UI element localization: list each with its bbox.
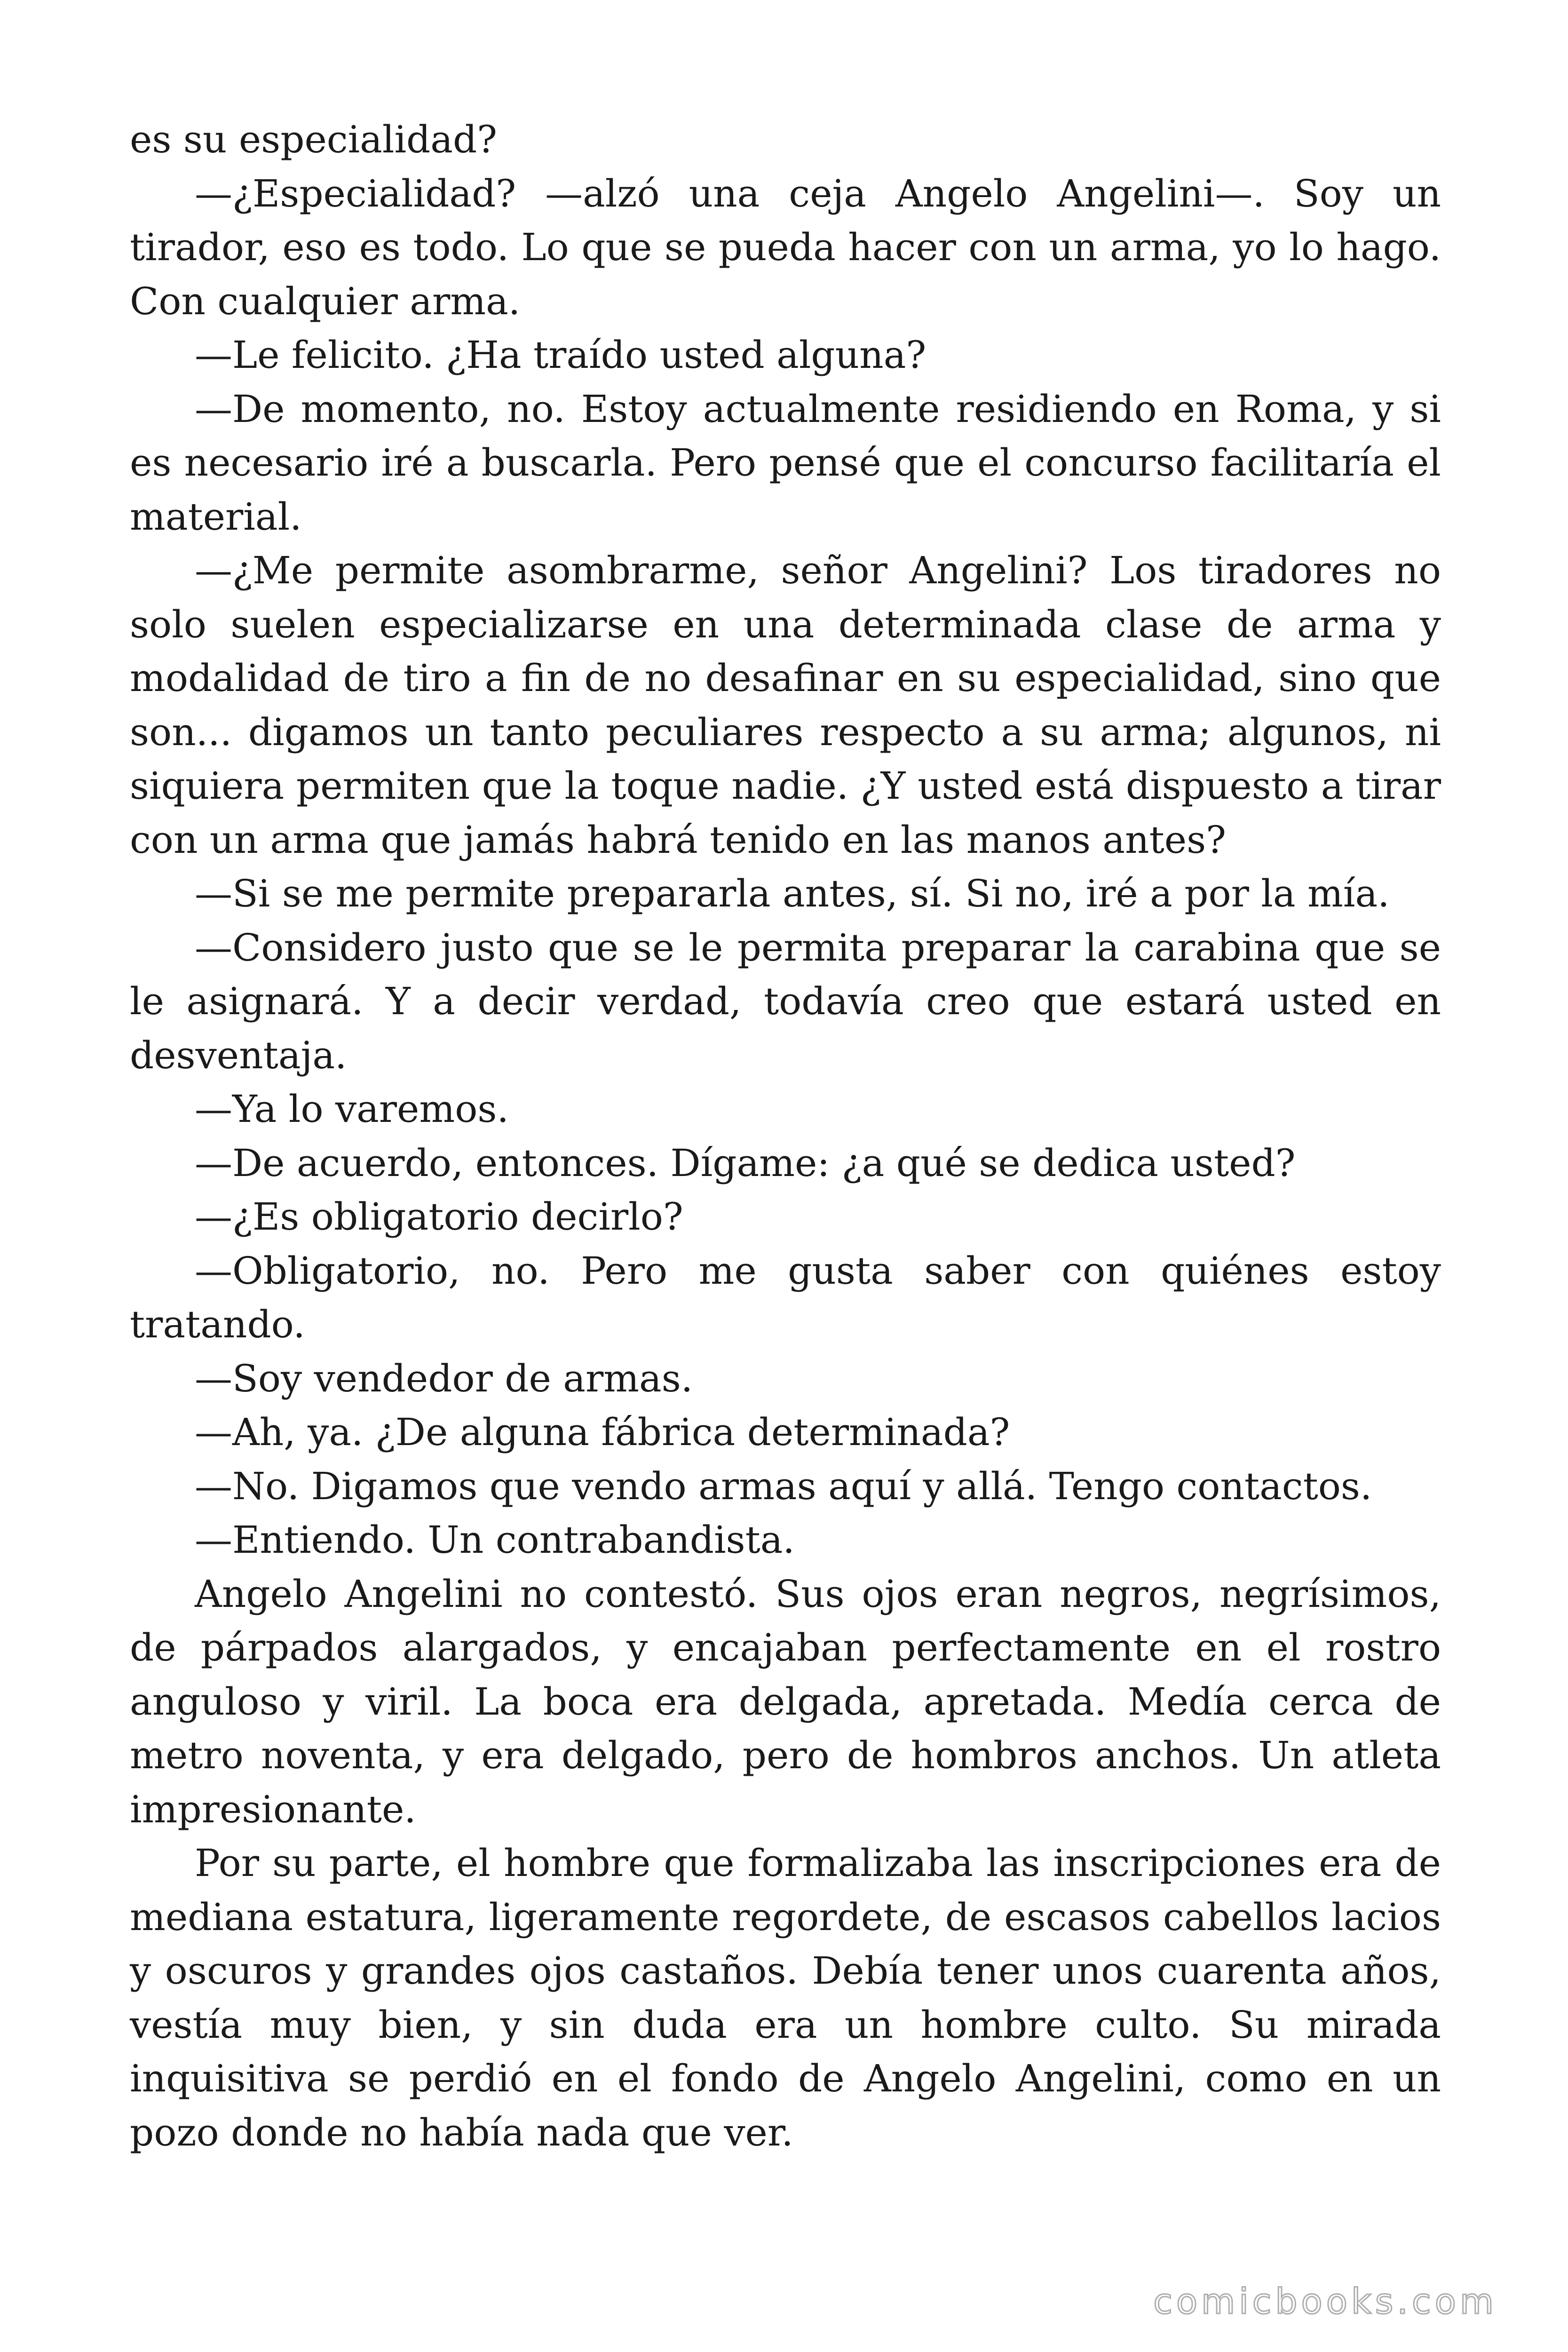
paragraph: —Obligatorio, no. Pero me gusta saber con quiénes estoy tratando.	[130, 1248, 1441, 1346]
paragraph: Angelo Angelini no contestó. Sus ojos eran negros, negrísimos, de párpados alargados, y encajaban perfectamente en el rostro anguloso y viril. La boca era delgada, apretada. Medía cerca de metro noventa, y era delgado, pero de hombros anchos. Un atleta impresionante.	[130, 1572, 1441, 1831]
paragraph: —Le felicito. ¿Ha traído usted alguna?	[195, 333, 927, 377]
watermark-text: comicbooks.com	[1153, 2281, 1497, 2322]
paragraph: es su especialidad?	[130, 118, 498, 161]
paragraph: —No. Digamos que vendo armas aquí y allá. Tengo contactos.	[195, 1464, 1372, 1508]
paragraph: —¿Es obligatorio decirlo?	[195, 1195, 683, 1239]
paragraph: —Soy vendedor de armas.	[195, 1356, 693, 1400]
paragraph: —Si se me permite prepararla antes, sí. Si no, iré a por la mía.	[195, 872, 1390, 915]
paragraph: —Ya lo varemos.	[195, 1087, 509, 1131]
paragraph: —Entiendo. Un contrabandista.	[195, 1518, 795, 1562]
paragraph: —Considero justo que se le permita preparar la carabina que se le asignará. Y a decir verdad, todavía creo que estará usted en desventaja.	[130, 925, 1441, 1077]
paragraph: —De momento, no. Estoy actualmente residiendo en Roma, y si es necesario iré a buscarla. Pero pensé que el concurso facilitaría el material.	[130, 387, 1441, 539]
paragraph: —¿Especialidad? —alzó una ceja Angelo Angelini—. Soy un tirador, eso es todo. Lo que se pueda hacer con un arma, yo lo hago. Con cualquier arma.	[130, 171, 1441, 323]
paragraph: —¿Me permite asombrarme, señor Angelini? Los tiradores no solo suelen especializarse en una determinada clase de arma y modalidad de tiro a fin de no desafinar en su especialidad, sino que son... digamos un tanto peculiares respecto a su arma; algunos, ni siquiera permiten que la toque nadie. ¿Y usted está dispuesto a tirar con un arma que jamás habrá tenido en las manos antes?	[130, 548, 1441, 862]
body-text	[130, 113, 1441, 2160]
paragraph: —Ah, ya. ¿De alguna fábrica determinada?	[195, 1410, 1010, 1454]
paragraph: —De acuerdo, entonces. Dígame: ¿a qué se dedica usted?	[195, 1141, 1296, 1185]
paragraph: Por su parte, el hombre que formalizaba las inscripciones era de mediana estatura, ligeramente regordete, de escasos cabellos lacios y oscuros y grandes ojos castaños. Debía tener unos cuarenta años, vestía muy bien, y sin duda era un hombre culto. Su mirada inquisitiva se perdió en el fondo de Angelo Angelini, como en un pozo donde no había nada que ver.	[130, 1841, 1441, 2154]
